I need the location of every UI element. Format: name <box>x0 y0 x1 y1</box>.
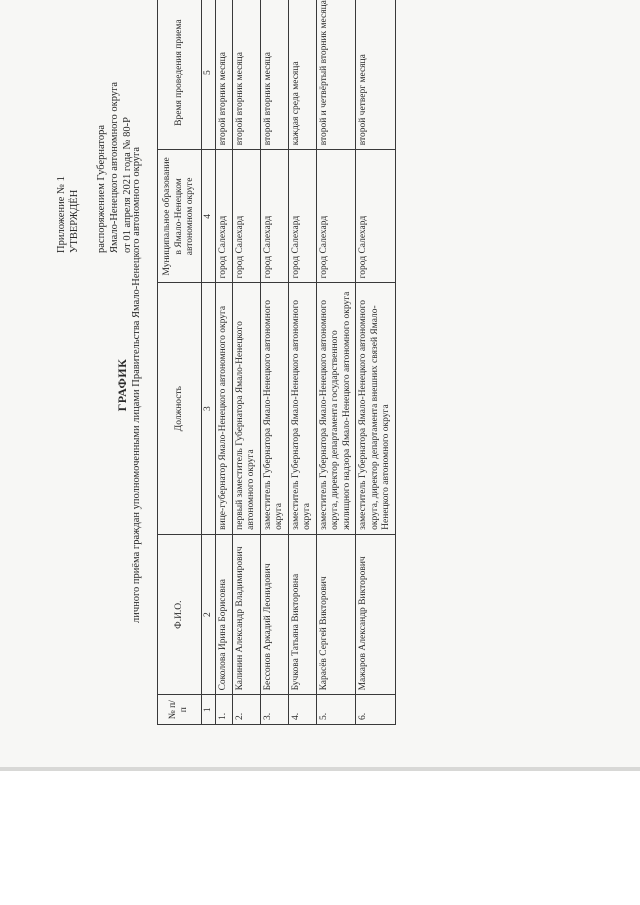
row-number: 4. <box>288 695 316 725</box>
col-num: 1 <box>201 695 216 725</box>
table-row <box>316 0 356 725</box>
row-position: заместитель Губернатора Ямало-Ненецкого автономного округа <box>288 283 316 534</box>
row-time: второй и четвёртый вторник месяца <box>316 0 356 150</box>
order-line: распоряжением Губернатора <box>96 125 107 253</box>
row-number: 5. <box>316 695 356 725</box>
row-name: Соколова Ирина Борисовна <box>216 534 233 695</box>
order-issuer: Ямало-Ненецкого автономного округа <box>109 81 120 253</box>
row-place: город Салехард <box>260 150 288 283</box>
row-position: вице-губернатор Ямало-Ненецкого автономного округа <box>216 283 233 534</box>
row-place: город Салехард <box>316 150 356 283</box>
approved-label: УТВЕРЖДЁН <box>69 189 80 253</box>
table-header-row <box>158 0 202 725</box>
row-place: город Салехард <box>216 150 233 283</box>
table-row <box>260 0 288 725</box>
row-number: 1. <box>216 695 233 725</box>
header-time: Время проведения приема <box>158 0 202 150</box>
row-name: Бессонов Аркадий Леонидович <box>260 534 288 695</box>
row-name: Карасёв Сергей Викторович <box>316 534 356 695</box>
row-time: каждая среда месяца <box>288 0 316 150</box>
row-number: 6. <box>356 695 396 725</box>
appendix-number: Приложение № 1 <box>56 176 67 253</box>
row-position: первый заместитель Губернатора Ямало-Ненецкого автономного округа <box>232 283 260 534</box>
schedule-table <box>157 0 396 725</box>
row-time: второй четверг месяца <box>356 0 396 150</box>
table-row <box>216 0 233 725</box>
row-position: заместитель Губернатора Ямало-Ненецкого автономного округа <box>260 283 288 534</box>
col-num: 4 <box>201 150 216 283</box>
row-position: заместитель Губернатора Ямало-Ненецкого автономного округа, директор департамента внешних связей Ямало-Ненецкого автономного округа <box>356 283 396 534</box>
row-name: Мажаров Александр Викторович <box>356 534 396 695</box>
table-row <box>288 0 316 725</box>
col-num: 2 <box>201 534 216 695</box>
header-name: Ф.И.О. <box>158 534 202 695</box>
row-position: заместитель Губернатора Ямало-Ненецкого автономного округа, директор департамента государственного жилищного надзора Ямало-Ненецкого автономного округа <box>316 283 356 534</box>
rotated-document <box>15 0 625 765</box>
table-row <box>356 0 396 725</box>
document-title: ГРАФИК <box>115 358 129 412</box>
row-place: город Салехард <box>232 150 260 283</box>
row-place: город Салехард <box>356 150 396 283</box>
header-position: Должность <box>158 283 202 534</box>
row-name: Бучкова Татьяна Викторовна <box>288 534 316 695</box>
row-number: 3. <box>260 695 288 725</box>
header-number: № п/п <box>158 695 202 725</box>
table-row <box>232 0 260 725</box>
header-place: Муниципальное образование в Ямало-Ненецком автономном округе <box>158 150 202 283</box>
row-place: город Салехард <box>288 150 316 283</box>
col-num: 5 <box>201 0 216 150</box>
row-time: второй вторник месяца <box>232 0 260 150</box>
row-number: 2. <box>232 695 260 725</box>
document-subtitle: личного приёма граждан уполномоченными лицами Правительства Ямало-Ненецкого автономного округа <box>131 146 142 624</box>
column-number-row <box>201 0 216 725</box>
page-edge <box>0 767 640 771</box>
row-time: второй вторник месяца <box>216 0 233 150</box>
row-name: Калинин Александр Владимирович <box>232 534 260 695</box>
col-num: 3 <box>201 283 216 534</box>
order-date: от 01 апреля 2021 года № 80-Р <box>122 117 133 253</box>
row-time: второй вторник месяца <box>260 0 288 150</box>
